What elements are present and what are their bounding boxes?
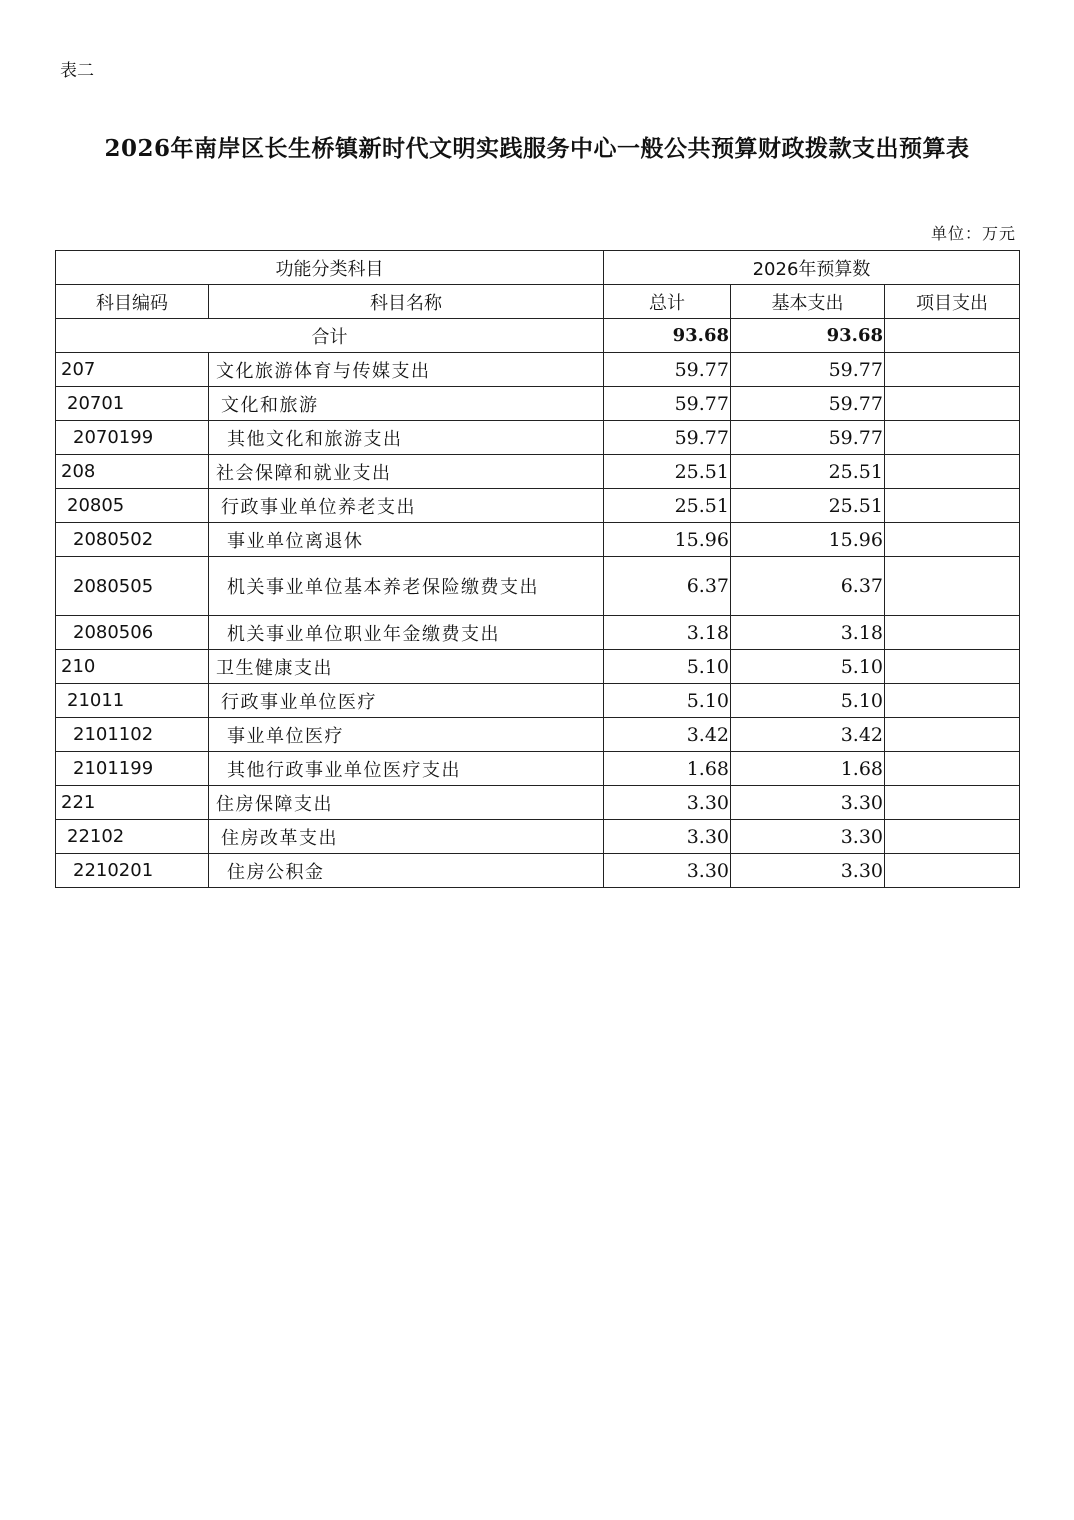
row-name: 住房公积金 <box>209 854 604 888</box>
row-code: 210 <box>56 650 209 684</box>
header-budget-year: 2026年预算数 <box>604 251 1020 285</box>
header-functional-category: 功能分类科目 <box>56 251 604 285</box>
header-code: 科目编码 <box>56 285 209 319</box>
unit-label: 单位：万元 <box>930 224 1016 243</box>
table-row <box>56 684 1020 718</box>
table-row <box>56 616 1020 650</box>
row-basic: 15.96 <box>731 523 885 557</box>
row-total: 25.51 <box>604 455 731 489</box>
total-basic: 93.68 <box>731 319 885 353</box>
row-total: 6.37 <box>604 557 731 616</box>
row-code: 20805 <box>56 489 209 523</box>
row-project <box>885 387 1020 421</box>
budget-table <box>55 250 1020 888</box>
total-label: 合计 <box>56 319 604 353</box>
row-project <box>885 455 1020 489</box>
row-project <box>885 684 1020 718</box>
row-project <box>885 489 1020 523</box>
row-basic: 3.18 <box>731 616 885 650</box>
row-name: 卫生健康支出 <box>209 650 604 684</box>
row-code: 2101199 <box>56 752 209 786</box>
header-basic: 基本支出 <box>731 285 885 319</box>
header-row-group <box>56 251 1020 285</box>
total-project <box>885 319 1020 353</box>
row-project <box>885 523 1020 557</box>
table-row <box>56 820 1020 854</box>
document-label: 表二 <box>60 61 94 81</box>
row-name: 文化和旅游 <box>209 387 604 421</box>
row-project <box>885 752 1020 786</box>
row-name: 社会保障和就业支出 <box>209 455 604 489</box>
row-basic: 5.10 <box>731 650 885 684</box>
row-name: 机关事业单位职业年金缴费支出 <box>209 616 604 650</box>
row-name: 事业单位医疗 <box>209 718 604 752</box>
row-total: 5.10 <box>604 684 731 718</box>
row-total: 1.68 <box>604 752 731 786</box>
table-row <box>56 718 1020 752</box>
row-basic: 3.30 <box>731 820 885 854</box>
row-basic: 25.51 <box>731 455 885 489</box>
row-project <box>885 616 1020 650</box>
row-name: 其他行政事业单位医疗支出 <box>209 752 604 786</box>
row-basic: 59.77 <box>731 387 885 421</box>
table-row <box>56 523 1020 557</box>
row-basic: 5.10 <box>731 684 885 718</box>
table-row <box>56 387 1020 421</box>
row-name: 其他文化和旅游支出 <box>209 421 604 455</box>
row-total: 3.42 <box>604 718 731 752</box>
table-row <box>56 557 1020 616</box>
row-total: 3.30 <box>604 786 731 820</box>
row-name: 行政事业单位医疗 <box>209 684 604 718</box>
row-total: 5.10 <box>604 650 731 684</box>
row-code: 207 <box>56 353 209 387</box>
row-code: 2070199 <box>56 421 209 455</box>
row-name: 住房保障支出 <box>209 786 604 820</box>
row-project <box>885 353 1020 387</box>
row-code: 2080502 <box>56 523 209 557</box>
row-total: 25.51 <box>604 489 731 523</box>
row-total: 15.96 <box>604 523 731 557</box>
row-project <box>885 718 1020 752</box>
row-project <box>885 650 1020 684</box>
header-name: 科目名称 <box>209 285 604 319</box>
row-basic: 59.77 <box>731 353 885 387</box>
header-total: 总计 <box>604 285 731 319</box>
row-code: 20701 <box>56 387 209 421</box>
total-row <box>56 319 1020 353</box>
row-name: 文化旅游体育与传媒支出 <box>209 353 604 387</box>
row-code: 22102 <box>56 820 209 854</box>
row-total: 59.77 <box>604 421 731 455</box>
table-row <box>56 353 1020 387</box>
row-code: 221 <box>56 786 209 820</box>
row-total: 3.18 <box>604 616 731 650</box>
row-basic: 3.30 <box>731 786 885 820</box>
row-total: 3.30 <box>604 820 731 854</box>
total-total: 93.68 <box>604 319 731 353</box>
row-code: 2210201 <box>56 854 209 888</box>
row-basic: 1.68 <box>731 752 885 786</box>
row-code: 2080506 <box>56 616 209 650</box>
table-row <box>56 650 1020 684</box>
row-basic: 6.37 <box>731 557 885 616</box>
row-project <box>885 854 1020 888</box>
row-name: 住房改革支出 <box>209 820 604 854</box>
row-code: 2080505 <box>56 557 209 616</box>
row-basic: 3.30 <box>731 854 885 888</box>
row-code: 2101102 <box>56 718 209 752</box>
data-rows <box>56 353 1020 888</box>
row-basic: 25.51 <box>731 489 885 523</box>
header-row-columns <box>56 285 1020 319</box>
header-project: 项目支出 <box>885 285 1020 319</box>
table-row <box>56 489 1020 523</box>
page-title: 2026年南岸区长生桥镇新时代文明实践服务中心一般公共预算财政拨款支出预算表 <box>104 135 970 162</box>
table-row <box>56 455 1020 489</box>
row-project <box>885 820 1020 854</box>
row-total: 3.30 <box>604 854 731 888</box>
row-basic: 3.42 <box>731 718 885 752</box>
row-name: 事业单位离退休 <box>209 523 604 557</box>
row-project <box>885 421 1020 455</box>
table-row <box>56 752 1020 786</box>
table-row <box>56 786 1020 820</box>
row-project <box>885 557 1020 616</box>
row-code: 208 <box>56 455 209 489</box>
table-row <box>56 421 1020 455</box>
row-name: 行政事业单位养老支出 <box>209 489 604 523</box>
row-total: 59.77 <box>604 353 731 387</box>
row-code: 21011 <box>56 684 209 718</box>
table-row <box>56 854 1020 888</box>
row-project <box>885 786 1020 820</box>
row-total: 59.77 <box>604 387 731 421</box>
row-basic: 59.77 <box>731 421 885 455</box>
row-name: 机关事业单位基本养老保险缴费支出 <box>209 557 604 616</box>
